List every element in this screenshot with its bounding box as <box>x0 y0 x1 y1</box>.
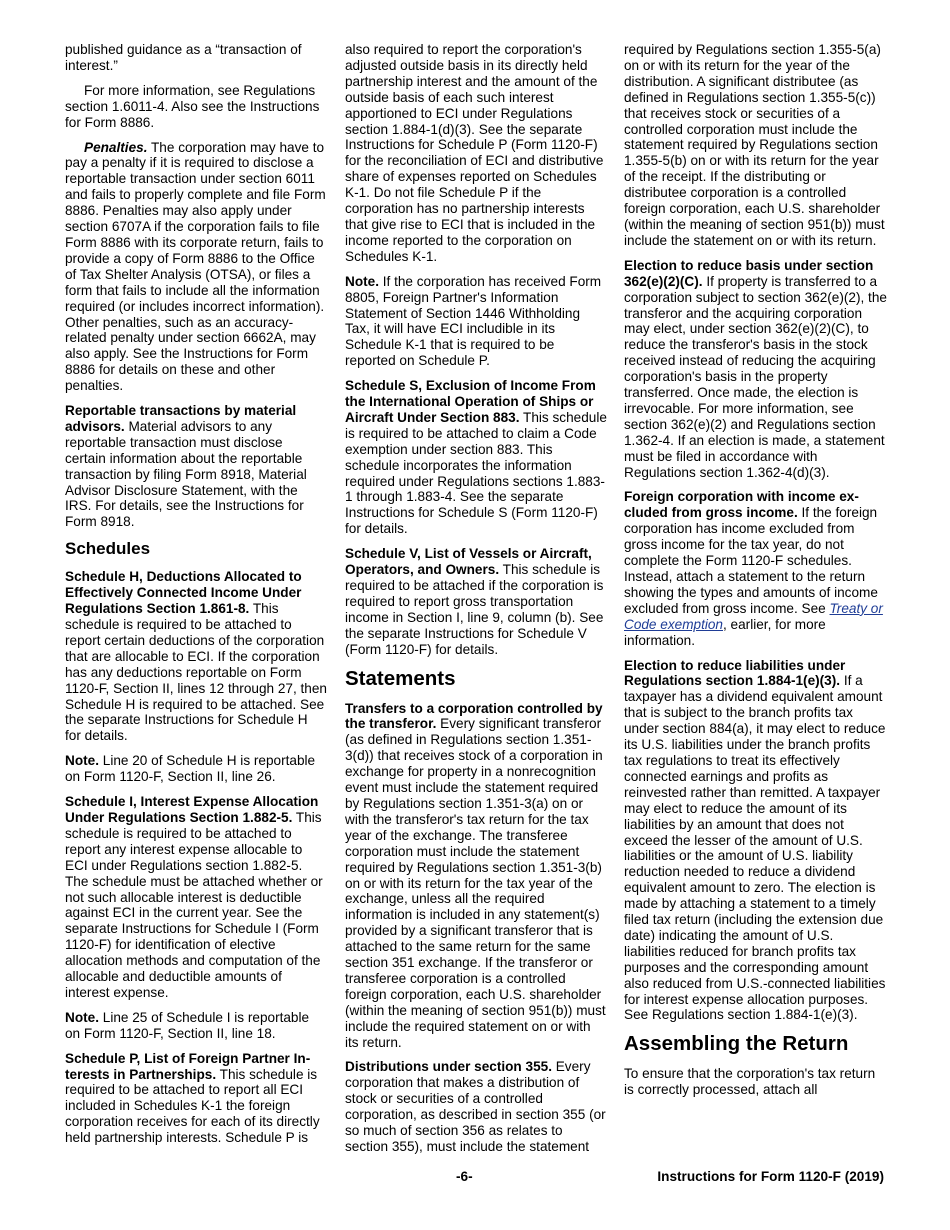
form-title: Instructions for Form 1120-F (2019) <box>657 1169 884 1184</box>
paragraph-text: The corporation may have to pay a penalty if it is required to disclose a reportable transaction under section 6011 and fails to properly complete and file Form 8886. Penalties may also apply under section 6707A if the corporation fails to file Form 8886 with its corporate return, fails to provide a copy of Form 8886 to the Office of Tax Shelter Analysis (OTSA), or files a form that fails to include all the information required (or includes incorrect information). Other penalties, such as an accuracy-related penalty under section 6662A, may also apply. See the Instructions for Form 8886 for details on these and other penalties. <box>65 139 326 394</box>
paragraph: For more information, see Regulations section 1.6011-4. Also see the Instructions for Form 8886. <box>65 82 320 130</box>
paragraph: published guidance as a “transaction of interest.” <box>65 42 302 73</box>
paragraph-schedule-p <box>65 1051 327 1146</box>
note-label: Note. <box>65 753 99 769</box>
paragraph-text: This schedule is required to be attached if the corporation is required to report gross transportation income in Section I, line 9, column (b). See the separate Instructions for Schedule V (Form 1120-F) for details. <box>345 562 604 657</box>
run-in-heading: Election to reduce basis under section 362(e)(2)(C). <box>624 257 874 289</box>
paragraph: To ensure that the corporation's tax return is correctly processed, attach all <box>624 1066 876 1098</box>
note-text: Line 20 of Schedule H is reportable on Form 1120-F, Section II, line 26. <box>65 753 316 785</box>
paragraph-schedule-i <box>65 794 327 1001</box>
paragraph-text: Every significant transferor (as defined in Regulations section 1.351-3(d)) that receives stock of a corporation in exchange for property in a nonrecognition event must include the statement required by Regulations section 1.351-3(a) on or with the transferor's tax return for the tax year of the exchange. The transferee corporation must include the statement required by Regulations section 1.351-3(b) on or with its return for the tax year of the exchange, unless all the required information is included in any statement(s) provided by a significant transferor that is attached to the same return for the same section 351 exchange. If the transferor or transferee corporation is a controlled foreign corporation, each U.S. shareholder (within the meaning of section 951(b)) must include the required statement on or with its return. <box>345 716 606 1050</box>
note-label: Note. <box>65 1009 99 1025</box>
paragraph-text: This schedule is required to be attached to claim a Code exemption under section 883. This schedule incorporates the information required under Regulations sections 1.883-1 through 1.883-4. See the separate Instructions for Schedule S (Form 1120-F) for details. <box>345 409 607 537</box>
section-heading-schedules: Schedules <box>65 539 151 559</box>
run-in-heading: Schedule P, List of Foreign Partner Interests in Partnerships. <box>65 1050 311 1082</box>
note-form-8805 <box>345 274 607 369</box>
paragraph-text: This schedule is required to be attached to report any interest expense allocable to ECI under Regulations section 1.882-5. The schedule must be attached whether or not such allocable interest is deductible against ECI in the current year. See the separate Instructions for Schedule I (Form 1120-F) for identification of elective allocation methods and computation of the allocable and deductible amounts of interest expense. <box>65 809 323 1000</box>
note-text: Line 25 of Schedule I is reportable on Form 1120-F, Section II, line 18. <box>65 1009 310 1041</box>
note-text: If the corporation has received Form 8805, Foreign Partner's Information Statement of Section 1446 Withholding Tax, it will have ECI includible in its Schedule K-1 that is required to be reported on Schedule P. <box>345 273 602 369</box>
column-1 <box>65 42 327 1155</box>
section-heading-assembling: Assembling the Return <box>624 1032 849 1056</box>
treaty-exemption-link[interactable]: Treaty or Code exemption <box>624 600 883 632</box>
paragraph-text: This schedule is required to be attached to report all ECI included in Schedules K-1 the foreign corporation receives for each of its directly held partnership interests. Schedule P is <box>65 1066 320 1146</box>
paragraph-distributions <box>345 1059 607 1154</box>
paragraph-transfers <box>345 701 607 1051</box>
paragraph-text: Material advisors to any reportable transaction must disclose certain information about the reportable transaction by filing Form 8918, Material Advisor Disclosure Statement, with the IRS. For details, see the Instructions for Form 8918. <box>65 418 307 530</box>
run-in-heading: Foreign corporation with income excluded from gross income. <box>624 489 859 521</box>
run-in-heading: Schedule V, List of Vessels or Aircraft, Operators, and Owners. <box>345 546 592 578</box>
column-3 <box>624 42 888 1107</box>
note-label: Note. <box>345 273 379 289</box>
paragraph-text: If a taxpayer has a dividend equivalent amount that is subject to the branch profits tax under section 884(a), it may elect to reduce its U.S. liabilities under the branch profits tax regulations to treat its effectively connected earnings and profits as reinvested rather than remitted. A taxpayer may elect to reduce the amount of its liabilities by an amount that does not exceed the lesser of the amount of U.S. liabilities or the amount of U.S. liability reduction needed to reduce a dividend equivalent amount to zero. The election is made by attaching a statement to a timely filed tax return (including the extension due date) indicating the amount of U.S. liabilities reduced for branch profits tax purposes and the corresponding amount also reduced from U.S.-connected liabilities for interest expense allocation purposes. See Regulations section 1.884-1(e)(3). <box>624 673 886 1023</box>
paragraph: also required to report the corporation's adjusted outside basis in its directly held partnership interest and the amount of the outside basis of each such interest apportioned to ECI under Regulations section 1.884-1(d)(3). See the separate Instructions for Schedule P (Form 1120-F) for the reconciliation of ECI and distributive share of expenses reported on Schedules K-1. Do not file Schedule P if the corporation has no partnership interests that give rise to ECI that is included in the income reported to the corporation on Schedules K-1. <box>345 42 604 264</box>
run-in-heading: Schedule H, Deductions Allocated to Effectively Connected Income Under Regulations Section 1.861-8. <box>65 569 302 617</box>
paragraph-schedule-v <box>345 546 607 657</box>
paragraph-text: Every corporation that makes a distribution of stock or securities of a controlled corporation, as described in section 355 (or so much of section 356 as relates to section 355), must include the statement <box>345 1059 606 1154</box>
paragraph-text: This schedule is required to be attached to report certain deductions of the corporation that are allocable to ECI. If the corporation has any deductions reportable on Form 1120-F, Section II, lines 12 through 27, then Schedule H is required to be attached. See the separate Instructions for Schedule H for details. <box>65 601 327 744</box>
note-schedule-h <box>65 753 327 785</box>
paragraph-schedule-h <box>65 569 327 744</box>
note-schedule-i <box>65 1010 327 1042</box>
section-heading-statements: Statements <box>345 666 456 690</box>
page-number: -6- <box>456 1169 473 1184</box>
paragraph-election-liabilities <box>624 658 888 1024</box>
paragraph-election-basis <box>624 258 888 481</box>
paragraph-text: If the foreign corporation has income excluded from gross income for the tax year, do not complete the Form 1120-F schedules. Instead, attach a statement to the return showing the types and amounts of income excluded from gross income. See <box>624 505 878 616</box>
run-in-heading: Schedule I, Interest Expense Allocation Under Regulations Section 1.882-5. <box>65 794 319 825</box>
paragraph-excluded-income <box>624 489 888 648</box>
paragraph-text: , earlier, for more information. <box>624 616 826 648</box>
run-in-heading: Transfers to a corporation controlled by the transferor. <box>345 700 603 732</box>
column-2 <box>345 42 607 1164</box>
run-in-heading: Election to reduce liabilities under Regulations section 1.884-1(e)(3). <box>624 657 846 689</box>
paragraph-penalties <box>65 140 327 395</box>
run-in-heading: Reportable transactions by material advisors. <box>65 403 297 434</box>
run-in-heading: Distributions under section 355. <box>345 1059 552 1075</box>
paragraph: required by Regulations section 1.355-5(a) on or with its return for the year of the distribution. A significant distributee (as defined in Regulations section 1.355-5(c)) that receives stock or securities of a controlled corporation must include the statement required by Regulations section 1.355-5(b) on or with its return for the year of the receipt. If the distributing or distributee corporation is a controlled foreign corporation, each U.S. shareholder (within the meaning of section 951(b)) must include the statement on or with its return. <box>624 42 885 248</box>
paragraph-material-advisors <box>65 403 327 530</box>
paragraph-schedule-s <box>345 378 607 537</box>
run-in-heading: Schedule S, Exclusion of Income From the International Operation of Ships or Aircraft Under Section 883. <box>345 378 596 425</box>
run-in-heading: Penalties. <box>84 139 148 155</box>
paragraph-text: If property is transferred to a corporation subject to section 362(e)(2), the transferor and the acquiring corporation may elect, under section 362(e)(2)(C), to reduce the transferor's basis in the stock received instead of reducing the acquiring corporation's basis in the property transferred. Once made, the election is irrevocable. For more information, see section 362(e)(2) and Regulations section 1.362-4. If an election is made, a statement must be filed in accordance with Regulations section 1.362-4(d)(3). <box>624 273 887 480</box>
